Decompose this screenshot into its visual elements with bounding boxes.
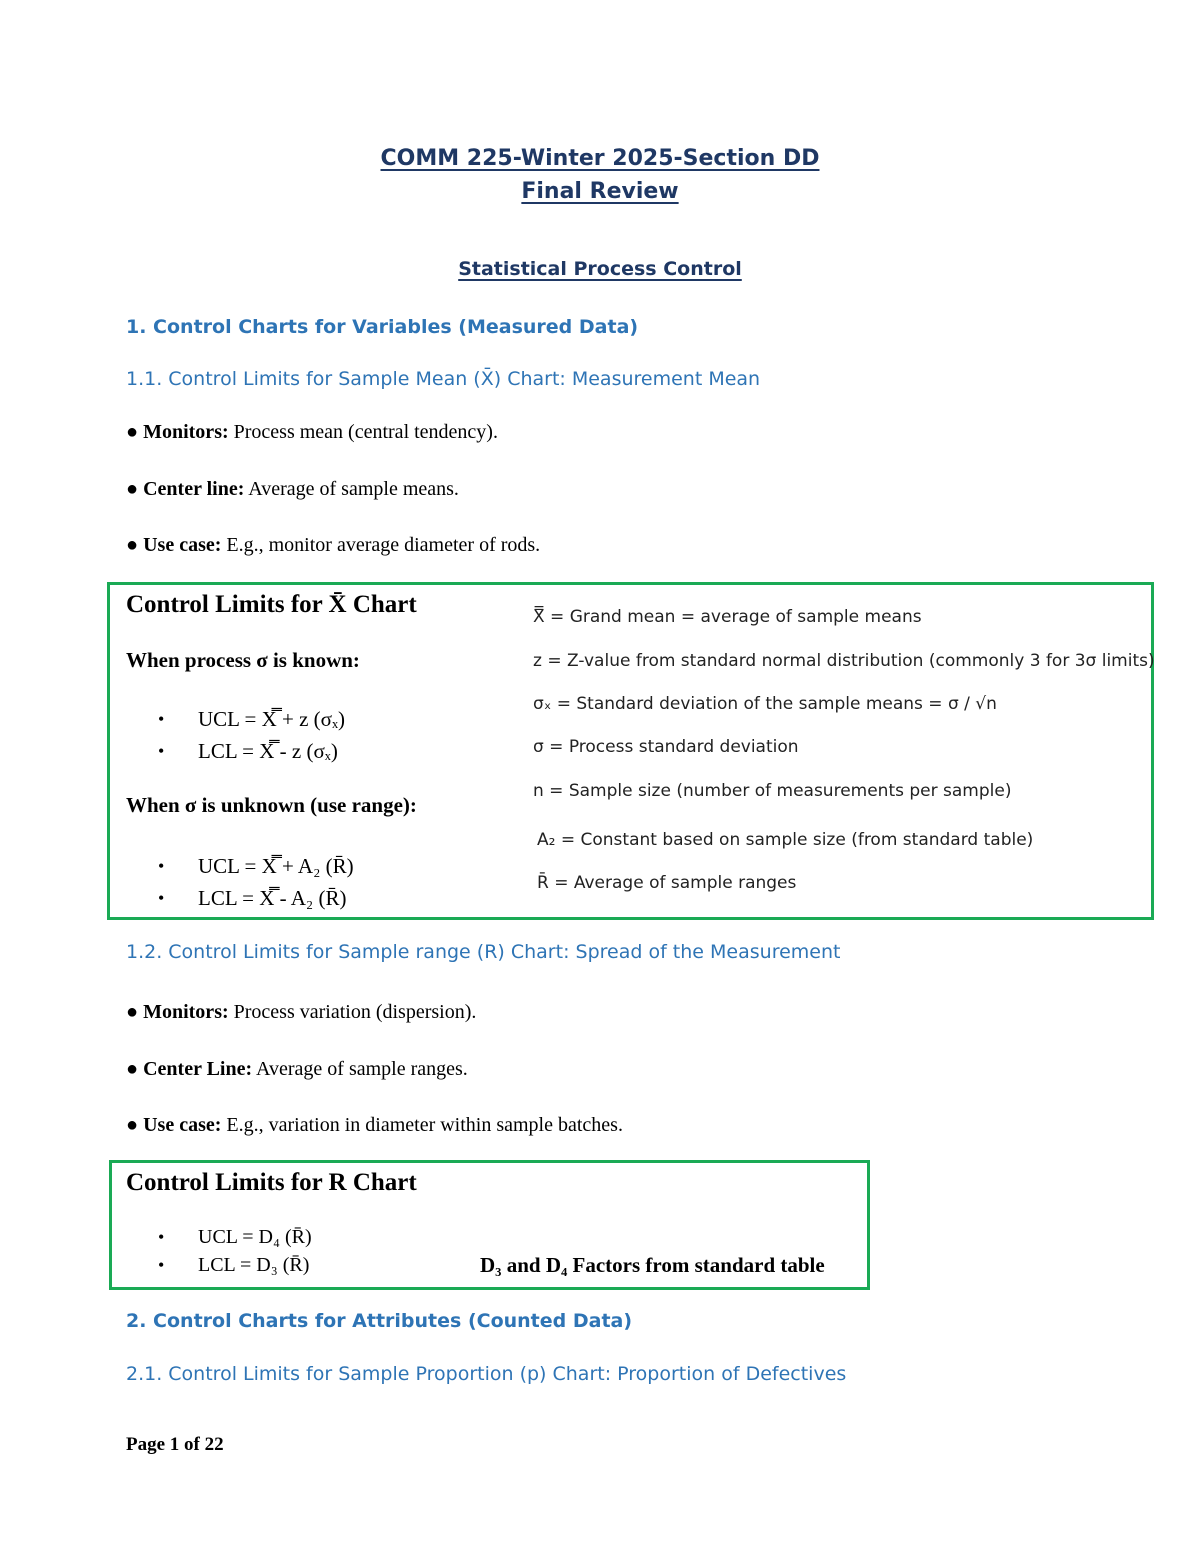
bullet-label: Monitors:	[143, 421, 229, 443]
bullet-center-line	[126, 478, 459, 501]
r-chart-formulas	[126, 1223, 312, 1279]
known-sigma-formulas	[126, 703, 345, 767]
ucl-formula: • UCL = X̿ + z (σₓ)	[126, 703, 345, 735]
lcl-formula: • LCL = X̿ - z (σₓ)	[126, 735, 345, 767]
bullet-dot: ●	[126, 1058, 139, 1080]
bullet-text: E.g., monitor average diameter of rods.	[221, 534, 541, 556]
lcl-formula: • LCL = D₃ (R̄)	[126, 1251, 312, 1279]
bullet-center-line	[126, 1058, 468, 1081]
xbar-box-title: Control Limits for X̄ Chart	[126, 591, 417, 618]
definition-sigma: σ = Process standard deviation	[533, 737, 799, 757]
definition-sigma-x: σₓ = Standard deviation of the sample means = σ / √n	[533, 694, 997, 714]
definition-grand-mean: X̿ = Grand mean = average of sample means	[533, 607, 922, 627]
bullet-use-case	[126, 534, 540, 557]
ucl-formula: • UCL = D₄ (R̄)	[126, 1223, 312, 1251]
bullet-dot: ●	[126, 534, 139, 556]
bullet-text: Process variation (dispersion).	[228, 1001, 477, 1023]
unknown-sigma-heading: When σ is unknown (use range):	[126, 793, 417, 817]
bullet-use-case	[126, 1114, 623, 1137]
document-subtitle: Final Review	[521, 179, 679, 204]
bullet-monitors	[126, 421, 498, 444]
bullet-dot: ●	[126, 421, 139, 443]
bullet-label: Use case:	[143, 1114, 222, 1136]
section-title: Statistical Process Control	[458, 258, 742, 280]
section-2-1-heading: 2.1. Control Limits for Sample Proportion (p) Chart: Proportion of Defectives	[126, 1363, 847, 1385]
bullet-label: Center Line:	[143, 1058, 253, 1080]
bullet-dot: ●	[126, 478, 139, 500]
definition-z-value: z = Z-value from standard normal distribution (commonly 3 for 3σ limits)	[533, 651, 1155, 671]
lcl-formula: • LCL = X̿ - A₂ (R̄)	[126, 882, 354, 914]
definition-sample-size: n = Sample size (number of measurements per sample)	[533, 781, 1012, 801]
bullet-dot: ●	[126, 1114, 139, 1136]
definition-r-bar: R̄ = Average of sample ranges	[537, 873, 797, 893]
bullet-dot: ●	[126, 1001, 139, 1023]
bullet-label: Use case:	[143, 534, 222, 556]
bullet-text: E.g., variation in diameter within sample batches.	[221, 1114, 623, 1136]
section-1-2-heading: 1.2. Control Limits for Sample range (R) Chart: Spread of the Measurement	[126, 941, 841, 963]
definition-a2: A₂ = Constant based on sample size (from standard table)	[537, 830, 1034, 850]
bullet-text: Average of sample means.	[244, 478, 459, 500]
d-factors-note: D₃ and D₄ Factors from standard table	[480, 1253, 825, 1277]
r-box-title: Control Limits for R Chart	[126, 1169, 417, 1196]
bullet-text: Average of sample ranges.	[252, 1058, 468, 1080]
bullet-label: Monitors:	[143, 1001, 229, 1023]
section-1-1-heading: 1.1. Control Limits for Sample Mean (X̄) Chart: Measurement Mean	[126, 368, 761, 390]
page-number: Page 1 of 22	[126, 1434, 224, 1455]
r-chart-control-limits-box	[109, 1160, 870, 1290]
document-title: COMM 225-Winter 2025-Section DD	[380, 146, 820, 171]
unknown-sigma-formulas	[126, 850, 354, 914]
bullet-text: Process mean (central tendency).	[228, 421, 498, 443]
section-1-heading: 1. Control Charts for Variables (Measured Data)	[126, 316, 639, 338]
xbar-control-limits-box	[107, 582, 1154, 920]
known-sigma-heading: When process σ is known:	[126, 648, 360, 672]
bullet-label: Center line:	[143, 478, 245, 500]
bullet-monitors	[126, 1001, 476, 1024]
section-2-heading: 2. Control Charts for Attributes (Counted Data)	[126, 1310, 633, 1332]
ucl-formula: • UCL = X̿ + A₂ (R̄)	[126, 850, 354, 882]
